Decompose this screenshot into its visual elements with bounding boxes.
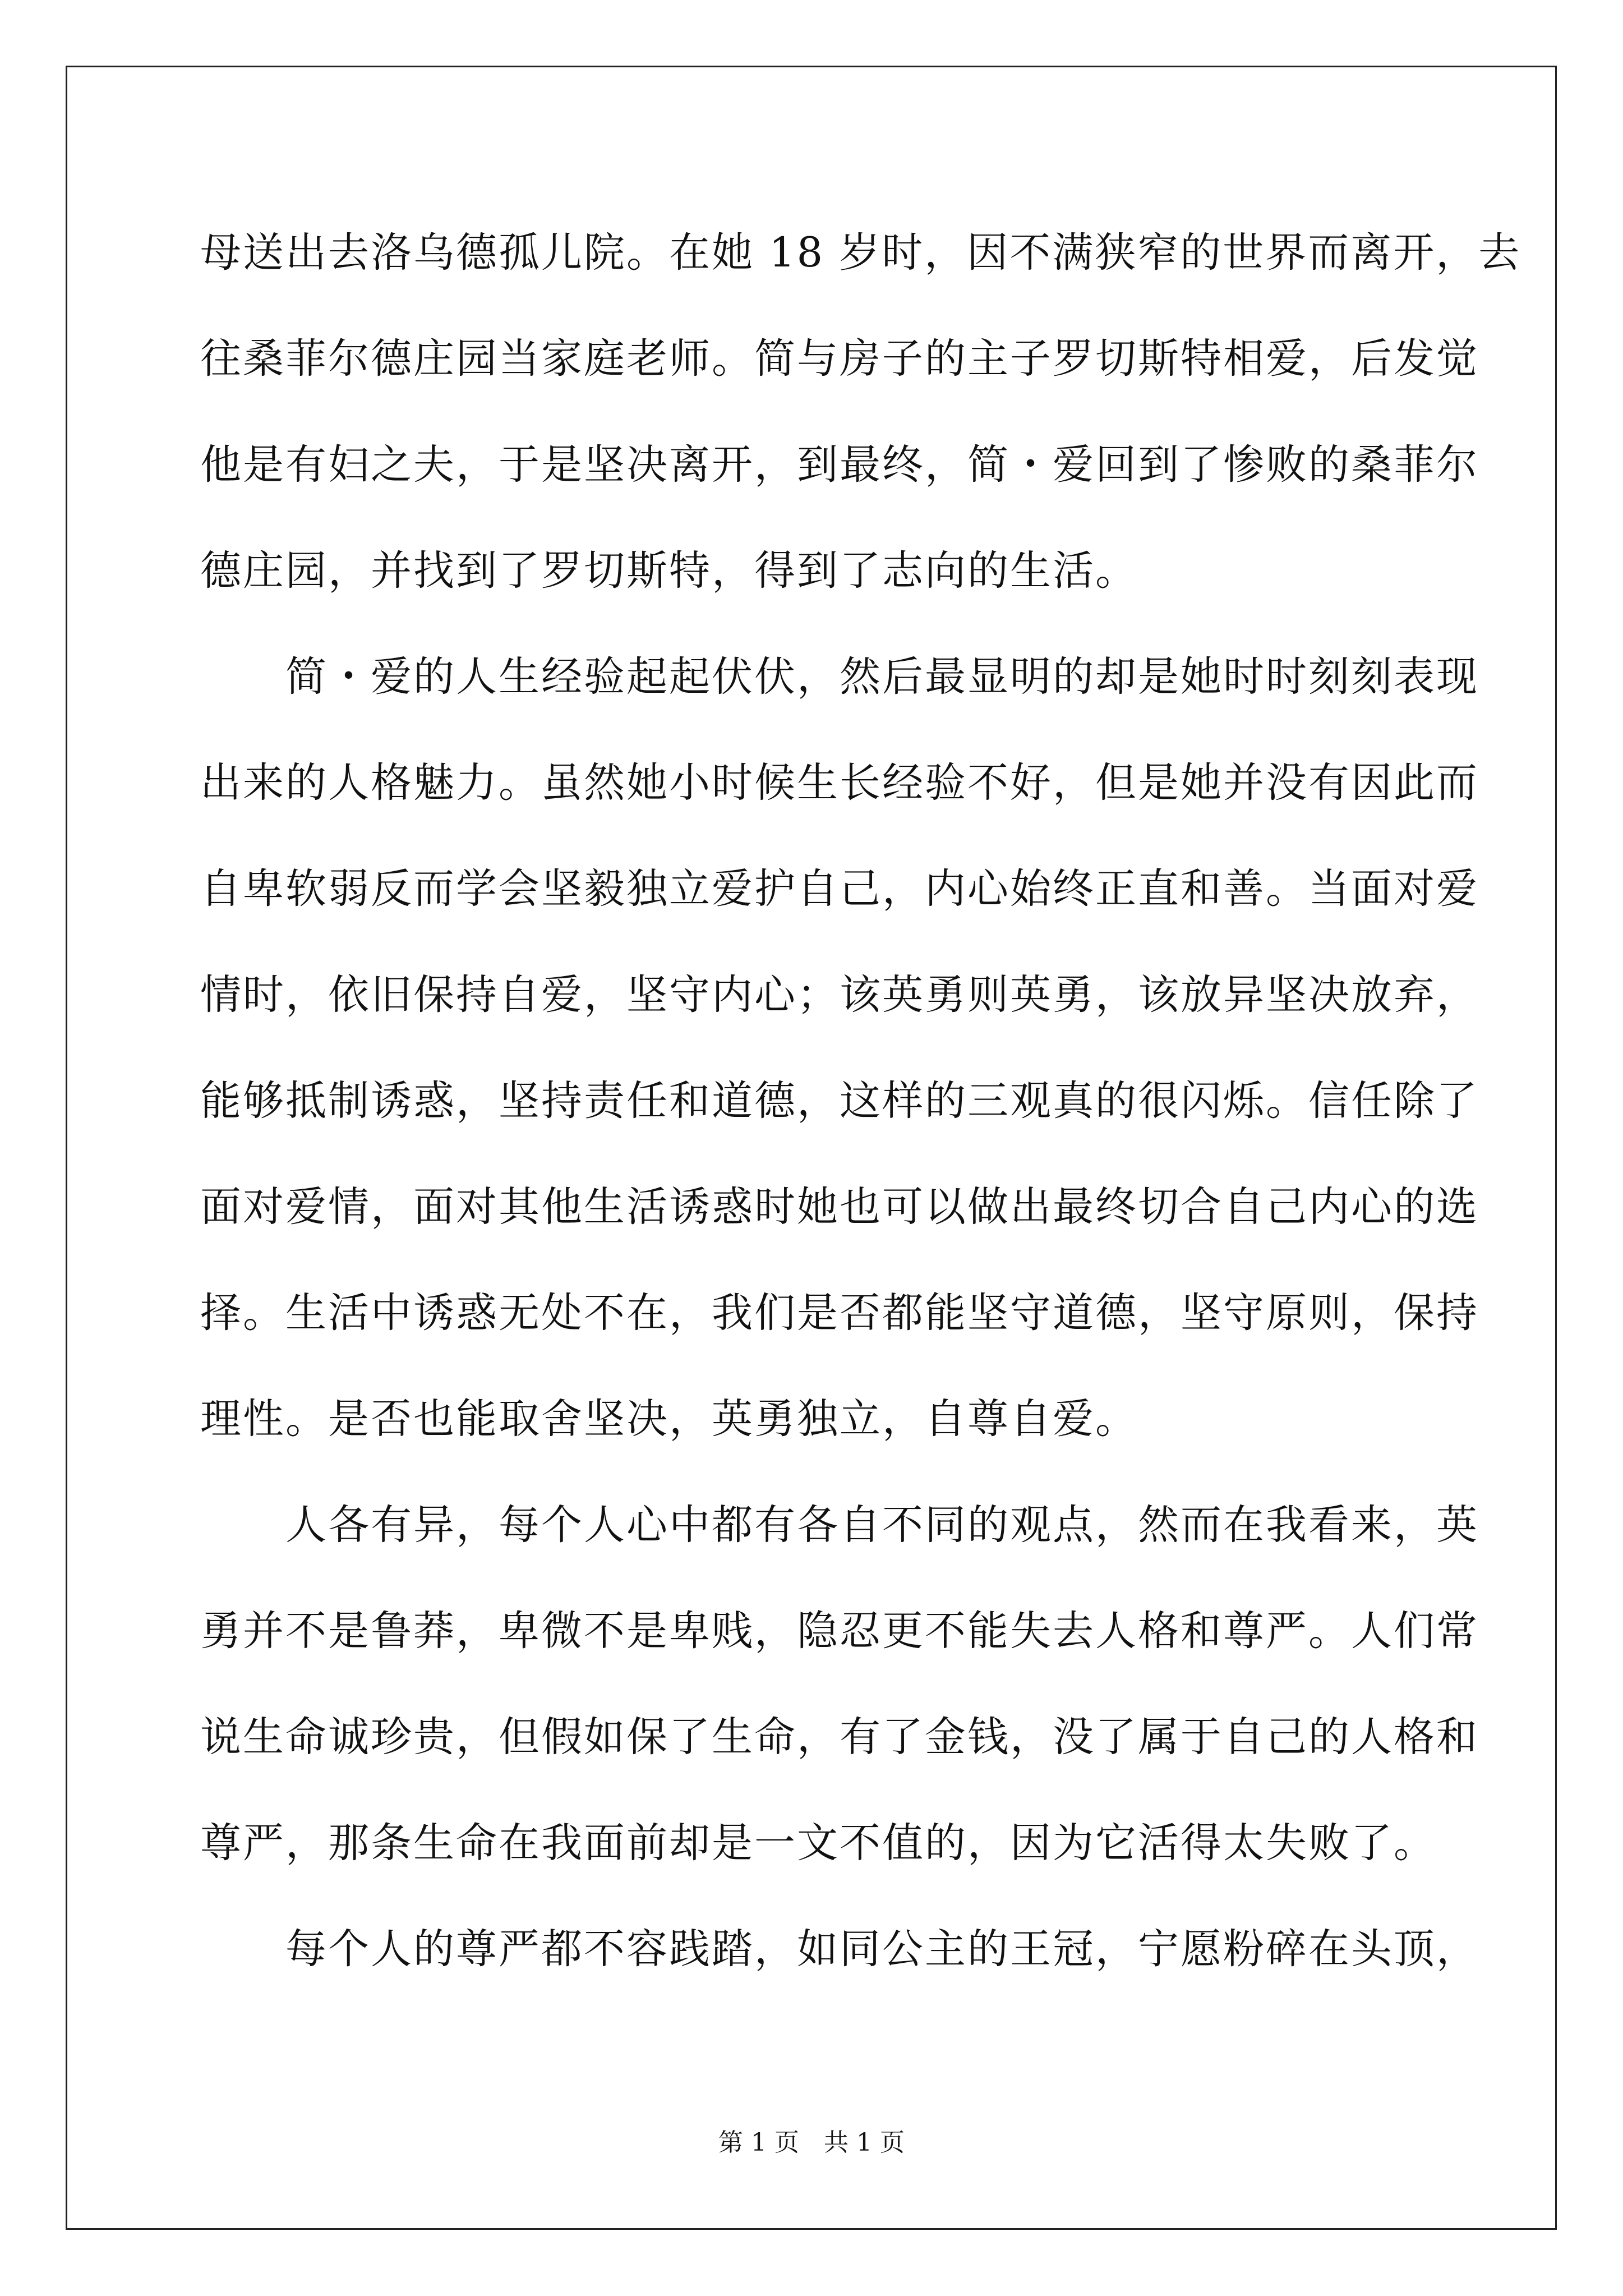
paragraph-start-line: 每个人的尊严都不容践踏，如同公主的王冠，宁愿粉碎在头顶，: [285, 1925, 1479, 1973]
text-line: 面对爱情，面对其他生活诱惑时她也可以做出最终切合自己内心的选: [200, 1183, 1479, 1231]
text-line: 说生命诚珍贵，但假如保了生命，有了金钱，没了属于自己的人格和: [200, 1713, 1479, 1761]
text-line: 母送出去洛乌德孤儿院。在她 18 岁时，因不满狭窄的世界而离开，去: [200, 229, 1521, 277]
page-footer: [0, 2126, 1623, 2160]
text-line: 勇并不是鲁莽，卑微不是卑贱，隐忍更不能失去人格和尊严。人们常: [200, 1607, 1479, 1655]
text-line: 出来的人格魅力。虽然她小时候生长经验不好，但是她并没有因此而: [200, 759, 1479, 807]
text-line: 往桑菲尔德庄园当家庭老师。简与房子的主子罗切斯特相爱，后发觉: [200, 335, 1479, 383]
paragraph-start-line: 简・爱的人生经验起起伏伏，然后最显明的却是她时时刻刻表现: [285, 653, 1479, 701]
page-number-label: 第 1 页 共 1 页: [718, 2128, 905, 2157]
text-line: 德庄园，并找到了罗切斯特，得到了志向的生活。: [200, 547, 1138, 595]
text-line: 自卑软弱反而学会坚毅独立爱护自己，内心始终正直和善。当面对爱: [200, 865, 1479, 913]
page-border: [66, 66, 1557, 2230]
text-line: 能够抵制诱惑，坚持责任和道德，这样的三观真的很闪烁。信任除了: [200, 1077, 1479, 1125]
text-line: 情时，依旧保持自爱，坚守内心；该英勇则英勇，该放异坚决放弃，: [200, 971, 1479, 1019]
text-line: 他是有妇之夫，于是坚决离开，到最终，简・爱回到了惨败的桑菲尔: [200, 441, 1479, 489]
paragraph-start-line: 人各有异，每个人心中都有各自不同的观点，然而在我看来，英: [285, 1501, 1479, 1549]
text-line: 理性。是否也能取舍坚决，英勇独立，自尊自爱。: [200, 1395, 1138, 1443]
text-line: 择。生活中诱惑无处不在，我们是否都能坚守道德，坚守原则，保持: [200, 1289, 1479, 1337]
text-line: 尊严，那条生命在我面前却是一文不值的，因为它活得太失败了。: [200, 1819, 1436, 1867]
